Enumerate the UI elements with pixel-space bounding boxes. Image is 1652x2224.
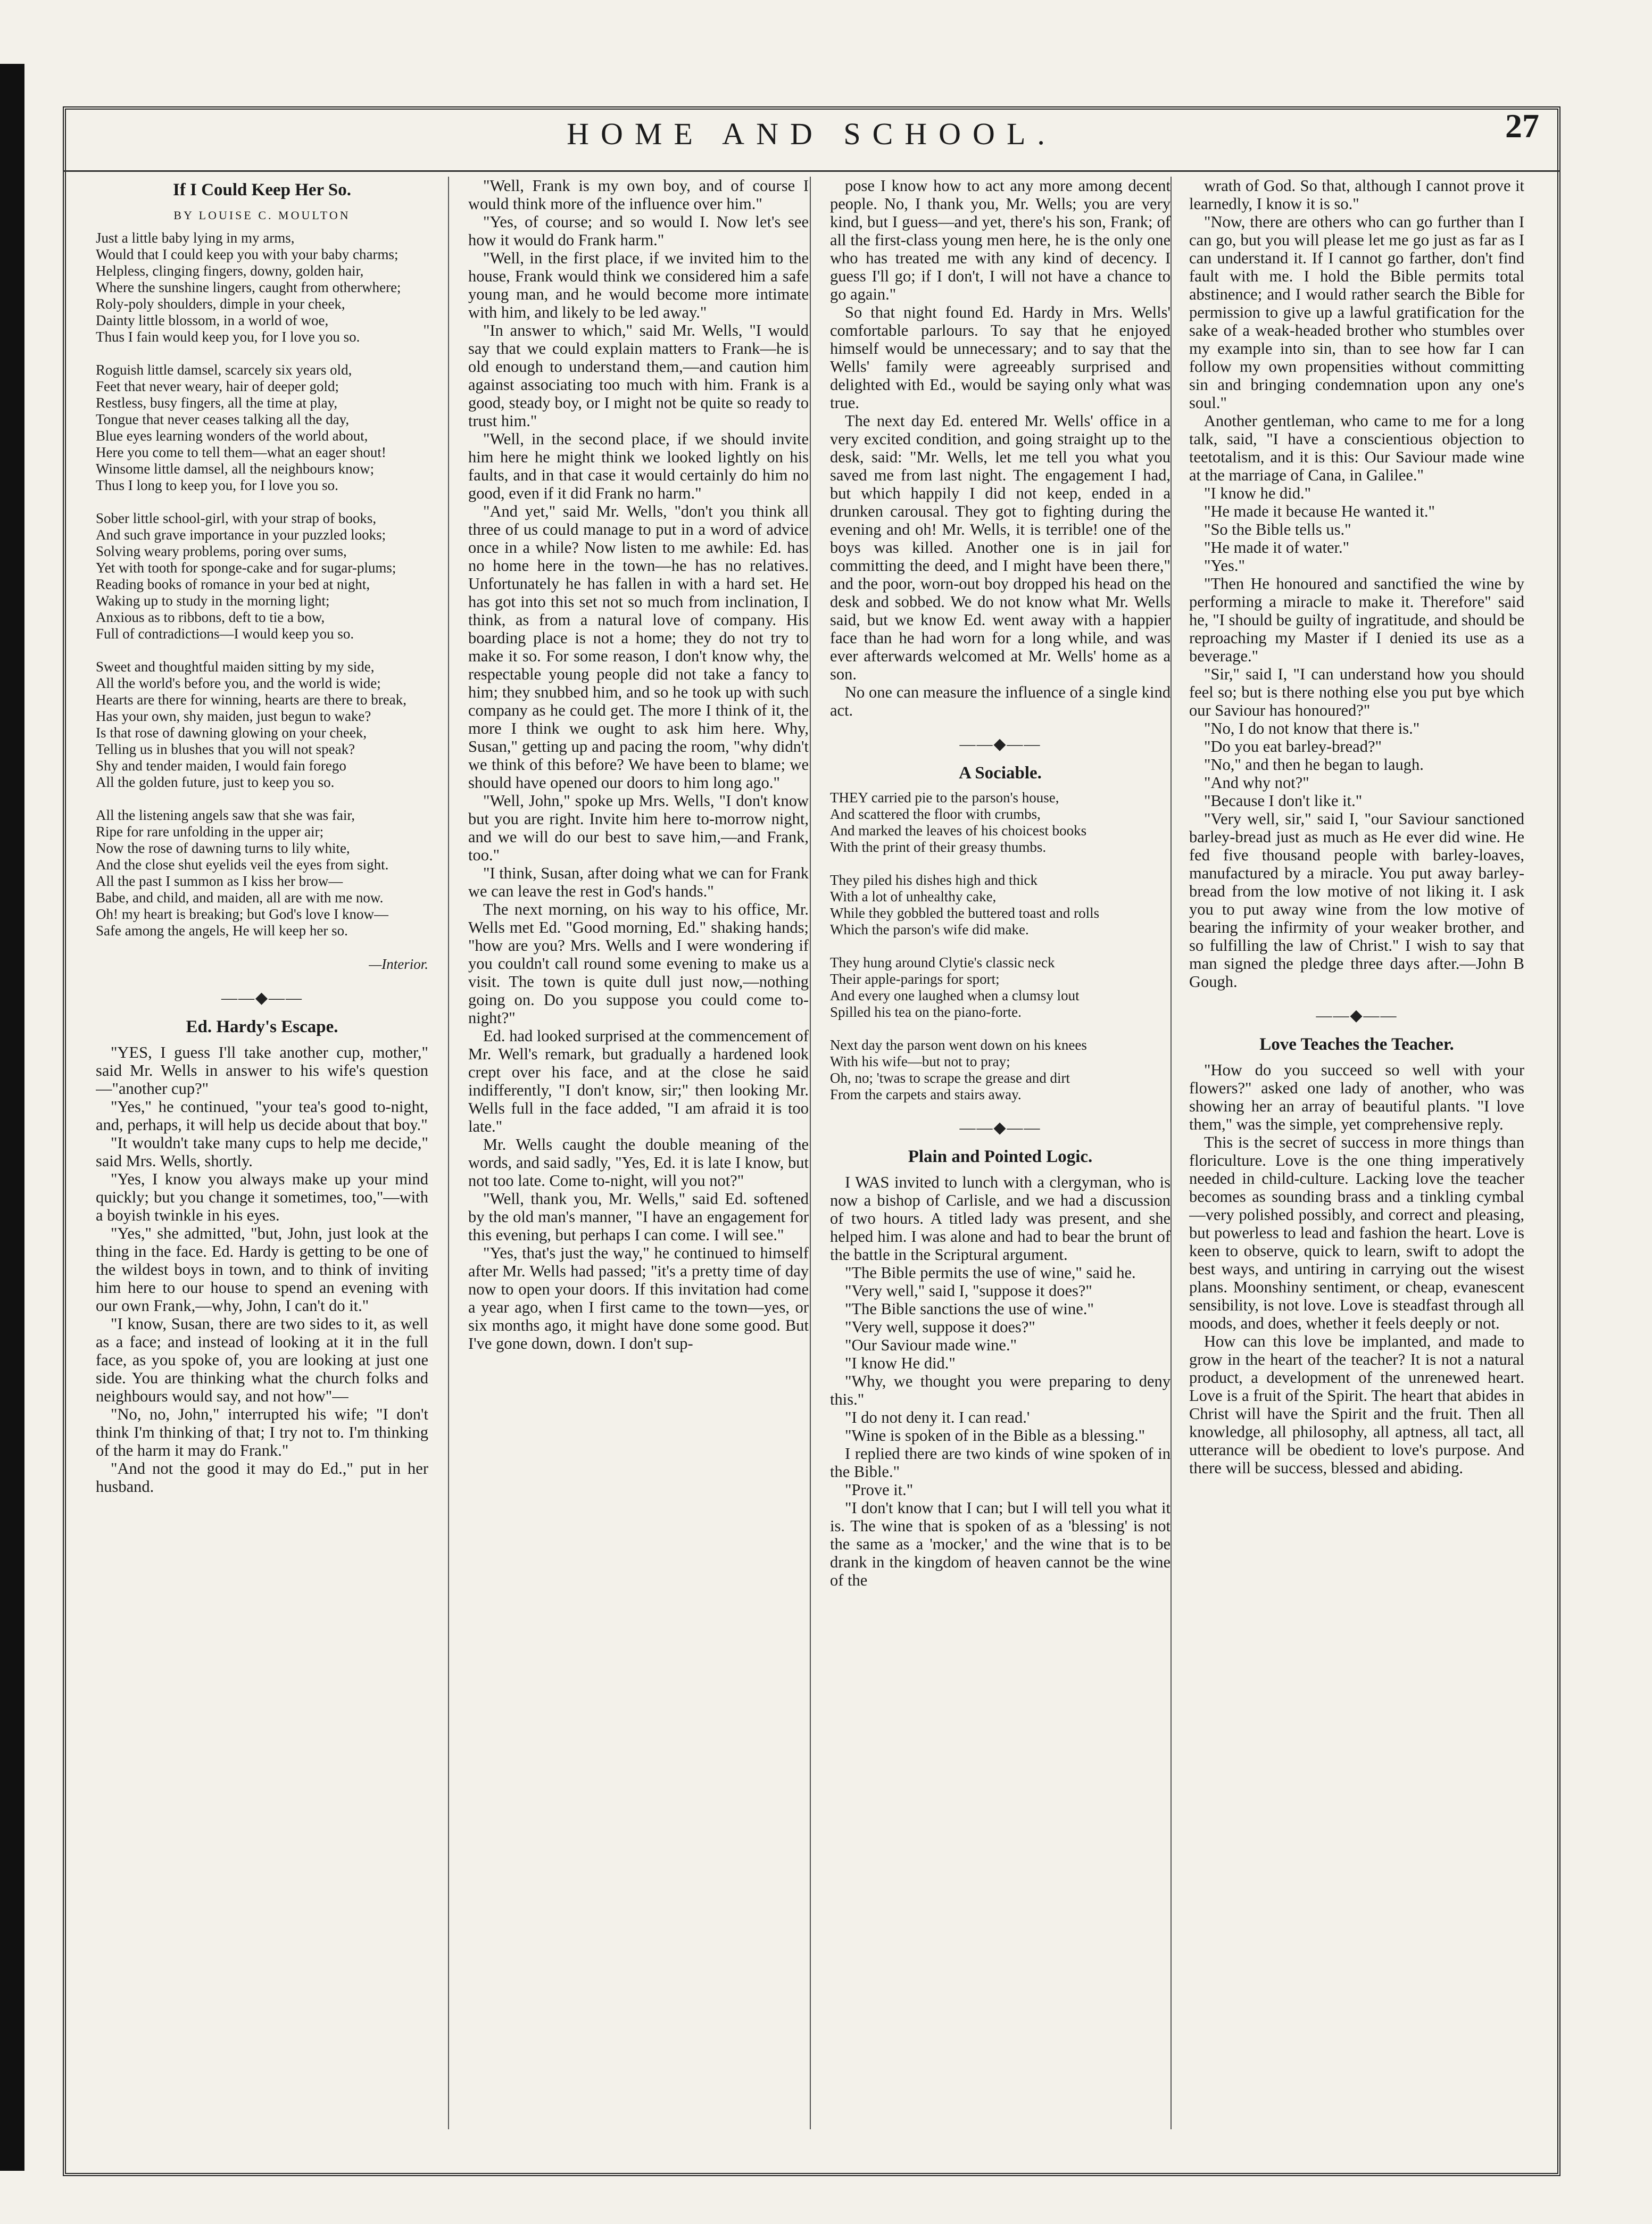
poem-line: Ripe for rare unfolding in the upper air; [96,824,324,840]
poem-line: Now the rose of dawning turns to lily white, [96,840,350,856]
paragraph: "And yet," said Mr. Wells, "don't you think all three of us could manage to put in a word of advice once in a while? Now listen to me awhile: Ed. has no home here in the town—he has no relatives. Unfortunately he has fallen in with a hard set. He has got into this set not so much from inclination, I think, as from a natural love of company. His boarding place is not a home; they do not try to make it so. For some reason, I don't know why, the respectable young people did not take a fancy to him; they snubbed him, and so he took up with such company as he could get. The more I think of it, the more I think we ought to ask him here. Why, Susan," getting up and pacing the room, "why didn't we think of this before? We have been to blame; we should have opened our doors to him long ago." [468,502,809,792]
paragraph: "The Bible permits the use of wine," said he. [845,1264,1136,1282]
paragraph: "Wine is spoken of in the Bible as a blessing." [845,1426,1145,1445]
column-3 [830,177,1170,2129]
paragraph: "He made it because He wanted it." [1204,502,1435,520]
poem-line: Anxious as to ribbons, deft to tie a bow, [96,609,325,625]
poem-line: And marked the leaves of his choicest books [830,823,1087,839]
paragraph: "The Bible sanctions the use of wine." [845,1300,1094,1318]
paragraph: "I think, Susan, after doing what we can for Frank we can leave the rest in God's hands." [468,864,809,900]
poem-line: All the world's before you, and the world is wide; [96,675,381,691]
poem-byline: BY LOUISE C. MOULTON [173,209,351,222]
column-divider [810,177,811,2129]
paragraph: "Because I don't like it." [1204,792,1363,810]
poem-line: Is that rose of dawning glowing on your cheek, [96,725,367,741]
story-conclusion [830,177,1170,719]
column-divider [448,177,449,2129]
poem-line: Roly-poly shoulders, dimple in your cheek, [96,296,345,312]
paragraph: "Prove it." [845,1481,914,1499]
teacher-body [1189,1061,1524,1477]
poem-line: Blue eyes learning wonders of the world about, [96,428,368,444]
paragraph: "And not the good it may do Ed.," put in her husband. [96,1459,428,1496]
poem-line: Where the sunshine lingers, caught from otherwhere; [96,279,401,295]
story-title: Ed. Hardy's Escape. [186,1017,338,1036]
paragraph: "Well, in the second place, if we should invite him here he might think we looked lightly on his faults, and in that case it would certainly do him no good, even if it did Frank no harm." [468,430,809,502]
paragraph: "In answer to which," said Mr. Wells, "I would say that we could explain matters to Frank—he is old enough to understand them,—and caution him against associating too much with him. Frank is a good, steady boy, or I might not be quite so ready to trust him." [468,321,809,430]
sociable-poem [830,790,1170,1103]
stanza-break [830,856,1170,872]
stanza-break [96,642,428,659]
paragraph: "Well, Frank is my own boy, and of course I would think more of the influence over him." [468,177,809,213]
binding-edge [0,64,24,2171]
column-2 [468,177,809,2129]
paragraph: wrath of God. So that, although I cannot prove it learnedly, I know it is so." [1189,177,1524,213]
poem-body [96,230,428,939]
paragraph: "No, I do not know that there is." [1204,719,1420,737]
poem-line: Here you come to tell them—what an eager shout! [96,444,386,460]
poem-line: Thus I long to keep you, for I love you so. [96,477,338,493]
logic-title: Plain and Pointed Logic. [908,1147,1093,1166]
paragraph: Ed. had looked surprised at the commencement of Mr. Well's remark, but gradually a hardened look crept over his face, and at the close he said indifferently, "I don't know, sir;" then looking Mr. Wells full in the face added, "I am afraid it is too late." [468,1027,809,1135]
section-ornament: ——◆—— [1316,1007,1398,1024]
paragraph: I replied there are two kinds of wine spoken of in the Bible." [830,1445,1170,1481]
paragraph: "Yes," he continued, "your tea's good to-night, and, perhaps, it will help us decide about that boy." [96,1098,428,1134]
section-ornament: ——◆—— [959,735,1041,753]
paragraph: "Then He honoured and sanctified the wine by performing a miracle to make it. Therefore" said he, "I should be guilty of ingratitude, and should be reproaching my Master if I denied its use as a beverage." [1189,575,1524,665]
paragraph: "And why not?" [1204,774,1309,792]
poem-line: Spilled his tea on the piano-forte. [830,1004,1022,1020]
poem-line: They piled his dishes high and thick [830,872,1037,888]
page-header [63,106,1560,186]
poem-line: Helpless, clinging fingers, downy, golden hair, [96,263,364,279]
paragraph: So that night found Ed. Hardy in Mrs. Wells' comfortable parlours. To say that he enjoyed himself would be unnecessary; and to say that the Wells' family were agreeably surprised and delighted with Ed., would be saying only what was true. [830,303,1170,412]
masthead-title: HOME AND SCHOOL. [567,117,1057,151]
poem-line: Shy and tender maiden, I would fain forego [96,758,346,774]
section-ornament: ——◆—— [221,989,303,1007]
paragraph: "Sir," said I, "I can understand how you should feel so; but is there nothing else you put bye which our Saviour has honoured?" [1189,665,1524,719]
poem-line: Winsome little damsel, all the neighbours know; [96,461,375,477]
paragraph: "Very well, sir," said I, "our Saviour sanctioned barley-bread just as much as He ever did wine. He fed five thousand people with barley-loaves, manufactured by a miracle. You put away barley-bread from the low motive of not liking it. I ask you to put away wine from the low motive of bearing the infirmity of your weaker brother, and so fulfilling the law of Christ." I wish to say that man signed the pledge three days after.—John B Gough. [1189,810,1524,991]
paragraph: "Well, thank you, Mr. Wells," said Ed. softened by the old man's manner, "I have an engagement for this evening, but perhaps I can come. I will see." [468,1190,809,1244]
poem-line: Oh, no; 'twas to scrape the grease and dirt [830,1070,1070,1086]
poem-line: Solving weary problems, poring over sums, [96,543,347,559]
paragraph: "I don't know that I can; but I will tell you what it is. The wine that is spoken of as a 'blessing' is not the same as a 'mocker,' and the wine that is to be drank in the kingdom of heaven cannot be the wine of the [830,1499,1170,1589]
poem-line: All the past I summon as I kiss her brow— [96,873,343,889]
poem-line: From the carpets and stairs away. [830,1086,1022,1102]
sociable-title: A Sociable. [959,764,1042,783]
section-ornament: ——◆—— [959,1119,1041,1136]
column-divider [1170,177,1172,2129]
paragraph: "I know he did." [1204,484,1311,502]
paragraph: Mr. Wells caught the double meaning of the words, and said sadly, "Yes, Ed. it is late I know, but not too late. Come to-night, will you not?" [468,1135,809,1190]
poem-attribution: —Interior. [369,956,428,972]
poem-line: Their apple-parings for sport; [830,971,1000,987]
poem-line: All the listening angels saw that she was fair, [96,807,355,823]
poem-line: They hung around Clytie's classic neck [830,955,1055,970]
poem-line: Full of contradictions—I would keep you so. [96,626,354,642]
paragraph: I WAS invited to lunch with a clergyman, who is now a bishop of Carlisle, and we had a discussion of two hours. A titled lady was present, and she helped him. I was alone and had to bear the brunt of the battle in the Scriptural argument. [830,1173,1170,1264]
poem-line: Roguish little damsel, scarcely six years old, [96,362,352,378]
stanza-break [96,791,428,807]
poem-line: And the close shut eyelids veil the eyes from sight. [96,857,389,873]
paragraph: "I do not deny it. I can read.' [845,1408,1030,1426]
stanza-break [96,494,428,510]
paragraph: No one can measure the influence of a single kind act. [830,683,1170,719]
paragraph: "It wouldn't take many cups to help me decide," said Mrs. Wells, shortly. [96,1134,428,1170]
logic-continuation [1189,177,1524,991]
poem-line: Sweet and thoughtful maiden sitting by my side, [96,659,375,675]
poem-line: All the golden future, just to keep you so. [96,774,335,790]
paragraph: "Very well, suppose it does?" [845,1318,1035,1336]
poem-line: Dainty little blossom, in a world of woe, [96,312,329,328]
poem-line: Restless, busy fingers, all the time at play, [96,395,338,411]
paragraph: "Now, there are others who can go further than I can go, but you will please let me go just as far as I can understand it. If I cannot go farther, don't find fault with me. I hold the Bible permits total abstinence; and I would rather search the Bible for permission to give up a lawful gratification for the sake of a weak-headed brother who stumbles over my example into sin, than to see how far I can follow my own propensities without committing sin and bringing condemnation upon any one's soul." [1189,213,1524,412]
paragraph: "No, no, John," interrupted his wife; "I don't think I'm thinking of that; I try not to. I'm thinking of the harm it may do Frank." [96,1405,428,1459]
poem-line: With a lot of unhealthy cake, [830,889,997,904]
column-1 [96,177,428,2129]
poem-line: Reading books of romance in your bed at night, [96,576,370,592]
poem-line: And every one laughed when a clumsy lout [830,987,1080,1003]
stanza-break [96,345,428,362]
poem-line: Hearts are there for winning, hearts are there to break, [96,692,406,708]
poem-line: Thus I fain would keep you, for I love you so. [96,329,360,345]
column-4 [1189,177,1524,2129]
poem-line: Waking up to study in the morning light; [96,593,330,609]
paragraph: "No," and then he began to laugh. [1204,756,1424,774]
poem-line: Sober little school-girl, with your strap of books, [96,510,377,526]
paragraph: This is the secret of success in more things than floriculture. Love is the one thing imperatively needed in child-culture. Lacking love the teacher becomes as sounding brass and a tinkling cymbal—very polished possibly, and correct and pleasing, but powerless to lead and fashion the heart. Love is keen to observe, quick to learn, swift to adopt the best ways, and untiring in carrying out the wisest plans. Moonshiny sentiment, or cheap, evanescent sensibility, is not love. Love is steadfast through all moods, and does, whether it feels deeply or not. [1189,1133,1524,1332]
paragraph: "So the Bible tells us." [1204,520,1351,538]
paragraph: "Why, we thought you were preparing to deny this." [830,1372,1170,1408]
paragraph: "Do you eat barley-bread?" [1204,737,1382,756]
story-continuation [468,177,809,1352]
paragraph: The next day Ed. entered Mr. Wells' office in a very excited condition, and going straight up to the desk, said: "Mr. Wells, let me tell you what you saved me from last night. The engagement I had, but which happily I did not keep, ended in a drunken carousal. They got to fighting during the evening and oh! Mr. Wells, it is terrible! one of the boys was killed. Another one is in jail for committing the deed, and I might have been there," and the poor, worn-out boy dropped his head on the desk and sobbed. We do not know what Mr. Wells said, but we know Ed. went away with a happier face than he had worn for a long while, and was ever afterwards welcomed at Mr. Wells' home as a son. [830,412,1170,683]
header-rule [63,170,1560,172]
teacher-title: Love Teaches the Teacher. [1259,1035,1454,1054]
poem-line: With his wife—but not to pray; [830,1053,1010,1069]
poem-line: Telling us in blushes that you will not speak? [96,741,355,757]
paragraph: Another gentleman, who came to me for a long talk, said, "I have a conscientious objection to teetotalism, and it is this: Our Saviour made wine at the marriage of Cana, in Galilee." [1189,412,1524,484]
stanza-break [830,1020,1170,1037]
poem-line: Tongue that never ceases talking all the day, [96,411,350,427]
poem-line: And such grave importance in your puzzled looks; [96,527,386,543]
poem-line: Has your own, shy maiden, just begun to wake? [96,708,371,724]
poem-line: Babe, and child, and maiden, all are with me now. [96,890,384,906]
paragraph: "How do you succeed so well with your flowers?" asked one lady of another, who was showing her an array of beautiful plants. "I love them," was the simple, yet comprehensive reply. [1189,1061,1524,1133]
stanza-break [830,938,1170,955]
paragraph: "Well, John," spoke up Mrs. Wells, "I don't know but you are right. Invite him here to-morrow night, and we will do our best to save him,—and Frank, too." [468,792,809,864]
poem-line: Safe among the angels, He will keep her so. [96,923,348,939]
paragraph: "Very well," said I, "suppose it does?" [845,1282,1092,1300]
poem-line: Would that I could keep you with your baby charms; [96,246,399,262]
paragraph: "I know He did." [845,1354,956,1372]
paragraph: "Yes, that's just the way," he continued to himself after Mr. Wells had passed; "it's a pretty time of day now to open your doors. If this invitation had come a year ago, when I first came to the town—yes, or six months ago, it might have done some good. But I've gone down, down. I don't sup- [468,1244,809,1352]
paragraph: "Yes," she admitted, "but, John, just look at the thing in the face. Ed. Hardy is getting to be one of the wildest boys in town, and to think of inviting him here to our house to spend an evening with our own Frank,—why, John, I can't do it." [96,1224,428,1315]
poem-line: Oh! my heart is breaking; but God's love I know— [96,906,389,922]
paragraph: "Yes, I know you always make up your mind quickly; but you change it sometimes, too,"—with a boyish twinkle in his eyes. [96,1170,428,1224]
paragraph: "Yes, of course; and so would I. Now let's see how it would do Frank harm." [468,213,809,249]
poem-line: And scattered the floor with crumbs, [830,806,1041,822]
poem-line: THEY carried pie to the parson's house, [830,790,1059,806]
poem-line: Yet with tooth for sponge-cake and for sugar-plums; [96,560,396,576]
paragraph: The next morning, on his way to his office, Mr. Wells met Ed. "Good morning, Ed." shaking hands; "how are you? Mrs. Wells and I were wondering if you couldn't call round some evening to make us a visit. The town is quite dull just now,—nothing going on. Do you suppose you could come to-night?" [468,900,809,1027]
poem-line: Just a little baby lying in my arms, [96,230,295,246]
poem-line: Which the parson's wife did make. [830,922,1029,937]
poem-line: Next day the parson went down on his knees [830,1037,1087,1053]
poem-line: While they gobbled the buttered toast and rolls [830,905,1100,921]
poem-line: With the print of their greasy thumbs. [830,839,1047,855]
paragraph: pose I know how to act any more among decent people. No, I thank you, Mr. Wells; you are very kind, but I guess—and yet, there's his son, Frank; of all the first-class young men here, he is the only one who has treated me with any kind of decency. I guess I'll go; if I don't, I will not have a chance to go again." [830,177,1170,303]
paragraph: "Our Saviour made wine." [845,1336,1017,1354]
story-body [96,1043,428,1496]
logic-body [830,1173,1170,1589]
paragraph: "YES, I guess I'll take another cup, mother," said Mr. Wells in answer to his wife's question—"another cup?" [96,1043,428,1098]
paragraph: "Yes." [1204,557,1245,575]
paragraph: "Well, in the first place, if we invited him to the house, Frank would think we considered him a safe young man, and he would become more intimate with him, and likely to be led away." [468,249,809,321]
poem-line: Feet that never weary, hair of deeper gold; [96,378,339,394]
page-number: 27 [1505,107,1539,145]
paragraph: "He made it of water." [1204,538,1350,557]
poem-title: If I Could Keep Her So. [173,180,351,200]
paragraph: "I know, Susan, there are two sides to it, as well as a face; and instead of looking at it in the full face, as you spoke of, you are looking at just one side. You are thinking what the church folks and neighbours would say, and not how"— [96,1315,428,1405]
paragraph: How can this love be implanted, and made to grow in the heart of the teacher? It is not a natural product, a development of the unrenewed heart. Love is a fruit of the Spirit. The heart that abides in Christ will have the Spirit and the fruit. Then all knowledge, all philosophy, all aptness, all tact, all utterance will be obedient to love's purpose. And there will be success, blessed and abiding. [1189,1332,1524,1477]
